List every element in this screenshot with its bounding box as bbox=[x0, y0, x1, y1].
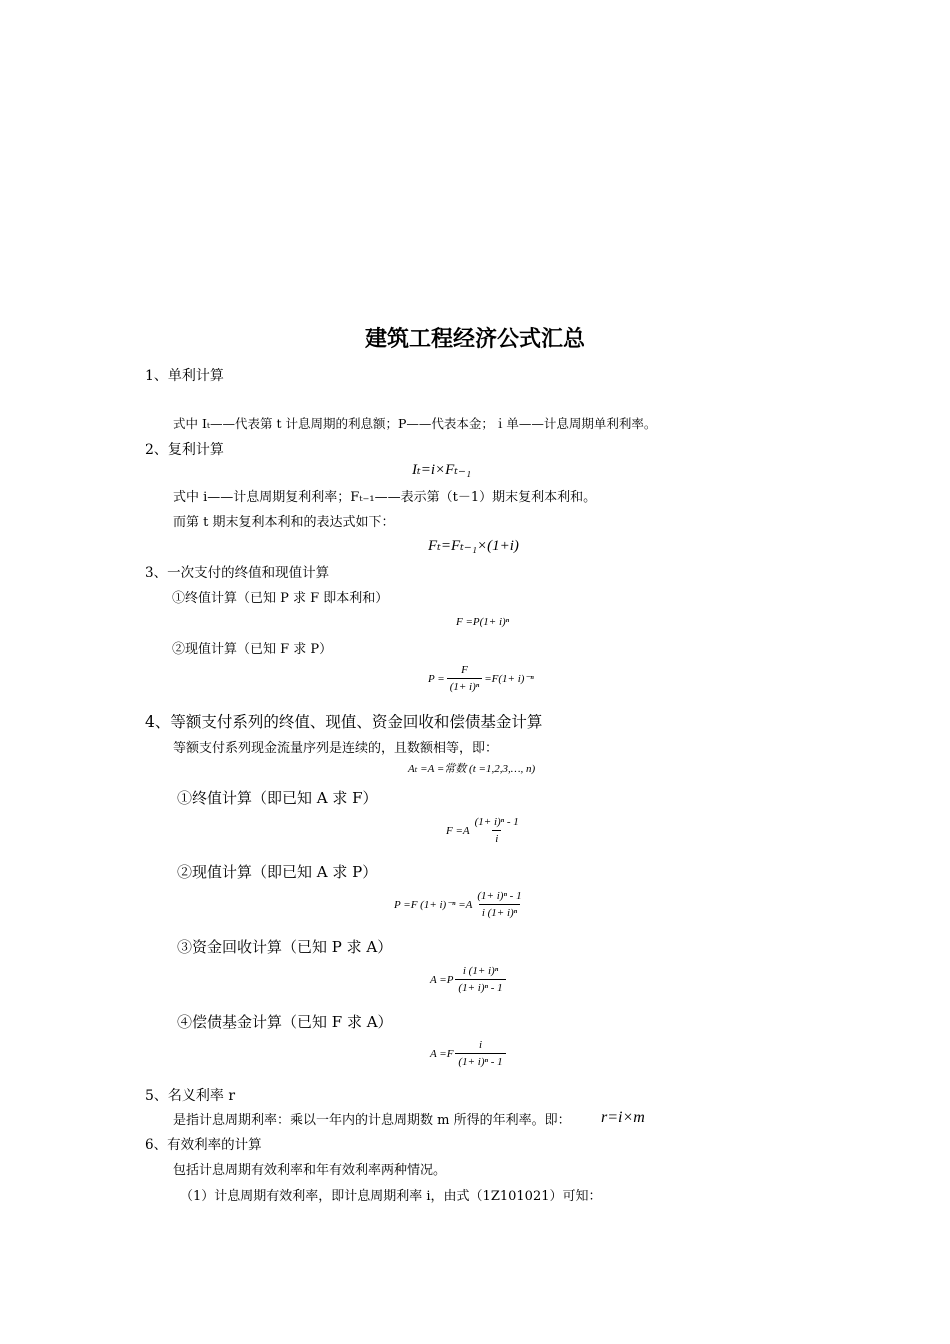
formula-sinking-fund bbox=[430, 1039, 508, 1068]
section-5-heading: 5、名义利率 r bbox=[145, 1088, 236, 1104]
formula-compound-interest: Iₜ=i×Fₜ₋₁ bbox=[412, 462, 472, 478]
section-4-intro: 等额支付系列现金流量序列是连续的，且数额相等，即： bbox=[173, 741, 499, 756]
section-4-item-4: ④偿债基金计算（已知 F 求 A） bbox=[177, 1013, 393, 1031]
formula-annuity-future-value bbox=[446, 816, 524, 845]
formula-nominal-rate: r=i×m bbox=[601, 1109, 645, 1126]
formula-denominator: i (1+ i)ⁿ bbox=[479, 904, 520, 919]
section-3-heading: 3、一次支付的终值和现值计算 bbox=[145, 565, 330, 581]
formula-denominator: (1+ i)ⁿ - 1 bbox=[455, 979, 505, 994]
formula-lhs: P =F (1+ i)⁻ⁿ =A bbox=[394, 899, 473, 911]
formula-rhs: =F(1+ i)⁻ⁿ bbox=[484, 673, 534, 685]
section-2-definitions: 式中 i——计息周期复利利率；Fₜ₋₁——表示第（t－1）期末复利本利和。 bbox=[173, 490, 597, 505]
page-title: 建筑工程经济公式汇总 bbox=[364, 326, 585, 352]
section-4-heading: 4、等额支付系列的终值、现值、资金回收和偿债基金计算 bbox=[145, 713, 543, 731]
formula-numerator: i bbox=[478, 1039, 483, 1051]
formula-capital-recovery bbox=[430, 965, 508, 994]
section-4-item-2: ②现值计算（即已知 A 求 P） bbox=[177, 863, 378, 881]
formula-future-value: F =P(1+ i)ⁿ bbox=[456, 616, 510, 628]
formula-numerator: (1+ i)ⁿ - 1 bbox=[474, 816, 519, 828]
section-4-item-3: ③资金回收计算（已知 P 求 A） bbox=[177, 938, 393, 956]
section-6-intro: 包括计息周期有效利率和年有效利率两种情况。 bbox=[173, 1163, 447, 1178]
formula-lhs: F =A bbox=[446, 824, 470, 837]
section-4-item-1: ①终值计算（即已知 A 求 F） bbox=[177, 789, 378, 807]
section-1-heading: 1、单利计算 bbox=[145, 368, 224, 384]
formula-denominator: i bbox=[492, 830, 501, 845]
formula-lhs: A =P bbox=[430, 973, 454, 986]
formula-annuity-constant: Aₜ =A =常数 (t =1,2,3,…, n) bbox=[408, 763, 536, 775]
formula-numerator: F bbox=[461, 664, 468, 676]
section-6-item-1: （1）计息周期有效利率，即计息周期利率 i，由式（1Z101021）可知： bbox=[180, 1189, 602, 1204]
formula-lhs: P = bbox=[428, 672, 445, 685]
section-2-heading: 2、复利计算 bbox=[145, 442, 224, 458]
formula-denominator: (1+ i)ⁿ bbox=[447, 678, 483, 693]
section-2-intro: 而第 t 期末复利本利和的表达式如下： bbox=[173, 515, 395, 530]
formula-numerator: i (1+ i)ⁿ bbox=[462, 965, 499, 977]
formula-numerator: (1+ i)ⁿ - 1 bbox=[477, 890, 522, 902]
section-3-item-1: ①终值计算（已知 P 求 F 即本利和） bbox=[172, 591, 389, 606]
formula-compound-sum: Fₜ=Fₜ₋₁×(1+i) bbox=[428, 538, 519, 554]
formula-lhs: A =F bbox=[430, 1047, 454, 1060]
section-5-definition: 是指计息周期利率：乘以一年内的计息周期数 m 所得的年利率。即： bbox=[173, 1113, 571, 1128]
section-6-heading: 6、有效利率的计算 bbox=[145, 1137, 262, 1153]
section-1-definitions: 式中 Iₜ——代表第 t 计息周期的利息额；P——代表本金；ｉ单——计息周期单利利率。 bbox=[173, 416, 657, 431]
section-3-item-2: ②现值计算（已知 F 求 P） bbox=[172, 642, 333, 657]
formula-denominator: (1+ i)ⁿ - 1 bbox=[455, 1053, 505, 1068]
formula-annuity-present-value bbox=[394, 890, 527, 919]
formula-present-value bbox=[428, 664, 534, 693]
